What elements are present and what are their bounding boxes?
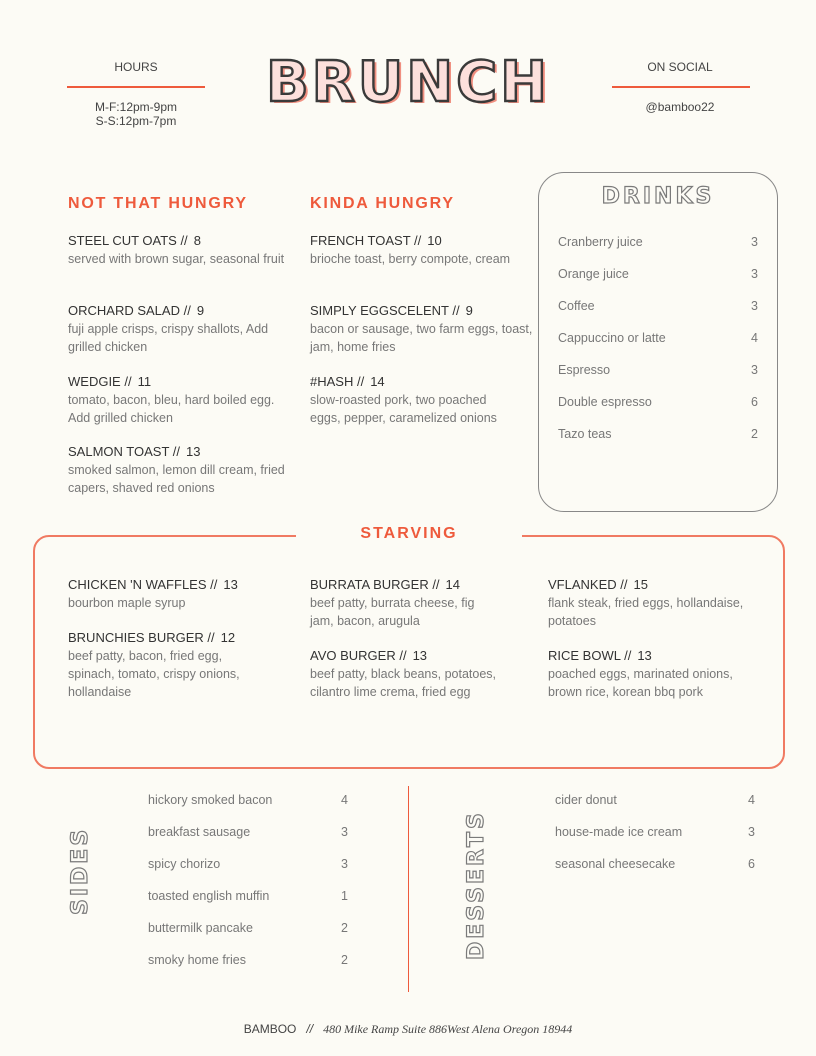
- sides-list: [148, 792, 348, 984]
- item-name: #HASH //: [310, 374, 365, 389]
- list-item: [555, 792, 755, 824]
- item-price: 13: [637, 648, 652, 663]
- item-price: 3: [751, 267, 758, 281]
- item-description: bacon or sausage, two farm eggs, toast, jam, home fries: [310, 322, 533, 354]
- item-price: 14: [370, 374, 385, 389]
- item-price: 2: [751, 427, 758, 441]
- hours-weekend: S-S:12pm-7pm: [95, 114, 177, 128]
- item-price: 3: [341, 857, 348, 871]
- list-item: [148, 824, 348, 856]
- list-item: [555, 824, 755, 856]
- item-price: 10: [427, 233, 442, 248]
- item-description: bourbon maple syrup: [68, 596, 186, 610]
- list-item: [558, 298, 758, 330]
- item-name: FRENCH TOAST //: [310, 233, 422, 248]
- menu-item: [68, 630, 268, 701]
- section-divider: [408, 786, 409, 992]
- section-title-not-that-hungry: NOT THAT HUNGRY: [68, 195, 248, 212]
- item-price: 3: [751, 235, 758, 249]
- sides-title: SIDES: [68, 826, 93, 915]
- item-description: smoked salmon, lemon dill cream, fried capers, shaved red onions: [68, 463, 285, 495]
- item-name: Coffee: [558, 299, 595, 313]
- item-price: 13: [223, 577, 238, 592]
- item-name: Espresso: [558, 363, 611, 377]
- menu-item: [68, 374, 293, 427]
- list-item: [148, 792, 348, 824]
- drinks-list: [558, 234, 758, 458]
- item-name: STEEL CUT OATS //: [68, 233, 188, 248]
- menu-item: [548, 577, 748, 630]
- hours-divider: [67, 86, 205, 88]
- item-price: 1: [341, 889, 348, 903]
- item-price: 13: [185, 444, 201, 459]
- list-item: [148, 856, 348, 888]
- list-item: [558, 362, 758, 394]
- item-price: 14: [445, 577, 461, 592]
- social-divider: [612, 86, 750, 88]
- item-name: Tazo teas: [558, 427, 612, 441]
- item-name: SALMON TOAST //: [68, 444, 180, 459]
- item-name: breakfast sausage: [148, 825, 251, 839]
- item-name: BRUNCHIES BURGER //: [68, 630, 215, 645]
- footer-separator: //: [306, 1022, 314, 1036]
- item-name: VFLANKED //: [548, 577, 628, 592]
- menu-item: [310, 648, 500, 701]
- item-price: 4: [748, 793, 755, 807]
- item-name: BURRATA BURGER //: [310, 577, 440, 592]
- menu-item: [68, 303, 293, 356]
- item-name: Cappuccino or latte: [558, 331, 666, 345]
- item-price: 3: [751, 363, 758, 377]
- item-price: 6: [751, 395, 758, 409]
- list-item: [558, 426, 758, 458]
- desserts-title: DESSERTS: [464, 810, 489, 960]
- item-name: AVO BURGER //: [310, 648, 407, 663]
- list-item: [558, 266, 758, 298]
- menu-item: [68, 577, 293, 612]
- item-description: tomato, bacon, bleu, hard boiled egg. Add grilled chicken: [68, 393, 275, 425]
- item-price: 9: [196, 303, 205, 318]
- item-price: 3: [751, 299, 758, 313]
- item-price: 4: [341, 793, 348, 807]
- item-name: house-made ice cream: [555, 825, 683, 839]
- footer: [0, 1022, 816, 1037]
- list-item: [148, 920, 348, 952]
- item-description: served with brown sugar, seasonal fruit: [68, 252, 285, 266]
- item-description: flank steak, fried eggs, hollandaise, potatoes: [548, 596, 744, 628]
- item-description: slow-roasted pork, two poached eggs, pepper, caramelized onions: [310, 393, 497, 425]
- item-price: 9: [465, 303, 473, 318]
- item-name: ORCHARD SALAD //: [68, 303, 191, 318]
- hours-label: HOURS: [114, 60, 158, 74]
- item-price: 13: [412, 648, 428, 663]
- hours-weekday: M-F:12pm-9pm: [94, 100, 177, 114]
- menu-item: [310, 233, 535, 268]
- drinks-title: DRINKS: [601, 184, 715, 209]
- item-price: 8: [193, 233, 201, 248]
- item-description: brioche toast, berry compote, cream: [310, 252, 511, 266]
- item-price: 3: [748, 825, 755, 839]
- page-title: BRUNCH: [265, 50, 551, 115]
- menu-item: [68, 444, 293, 497]
- item-name: hickory smoked bacon: [148, 793, 273, 807]
- item-name: buttermilk pancake: [148, 921, 253, 935]
- item-name: smoky home fries: [148, 953, 246, 967]
- list-item: [558, 234, 758, 266]
- social-label: ON SOCIAL: [647, 60, 713, 74]
- item-description: fuji apple crisps, crispy shallots, Add grilled chicken: [68, 322, 269, 354]
- list-item: [555, 856, 755, 888]
- list-item: [148, 888, 348, 920]
- item-name: Double espresso: [558, 395, 652, 409]
- item-price: 11: [137, 374, 152, 389]
- item-name: SIMPLY EGGSCELENT //: [310, 303, 460, 318]
- item-name: spicy chorizo: [148, 857, 221, 871]
- item-name: RICE BOWL //: [548, 648, 632, 663]
- item-name: toasted english muffin: [148, 889, 270, 903]
- list-item: [558, 330, 758, 362]
- menu-item: [310, 303, 535, 356]
- section-title-starving: STARVING: [296, 525, 522, 543]
- item-description: beef patty, burrata cheese, fig jam, bacon, arugula: [310, 596, 475, 628]
- list-item: [558, 394, 758, 426]
- item-price: 2: [341, 953, 348, 967]
- item-price: 15: [633, 577, 648, 592]
- item-name: seasonal cheesecake: [555, 857, 676, 871]
- item-price: 6: [748, 857, 755, 871]
- item-name: cider donut: [555, 793, 617, 807]
- list-item: [148, 952, 348, 984]
- social-handle[interactable]: @bamboo22: [645, 100, 715, 114]
- menu-item: [548, 648, 748, 701]
- footer-address: 480 Mike Ramp Suite 886West Alena Oregon 18944: [323, 1022, 573, 1036]
- item-description: beef patty, bacon, fried egg, spinach, tomato, crispy onions, hollandaise: [68, 649, 240, 699]
- item-price: 4: [751, 331, 758, 345]
- item-name: Orange juice: [558, 267, 629, 281]
- item-name: Cranberry juice: [558, 235, 643, 249]
- item-description: beef patty, black beans, potatoes, cilantro lime crema, fried egg: [310, 667, 497, 699]
- item-name: WEDGIE //: [68, 374, 132, 389]
- footer-name: BAMBOO: [243, 1022, 297, 1036]
- item-price: 12: [220, 630, 236, 645]
- item-price: 3: [341, 825, 348, 839]
- menu-item: [68, 233, 293, 268]
- menu-item: [310, 374, 500, 427]
- item-name: CHICKEN 'N WAFFLES //: [68, 577, 218, 592]
- desserts-list: [555, 792, 755, 888]
- menu-item: [310, 577, 500, 630]
- section-title-kinda-hungry: KINDA HUNGRY: [310, 195, 455, 212]
- item-price: 2: [341, 921, 348, 935]
- item-description: poached eggs, marinated onions, brown rice, korean bbq pork: [548, 667, 733, 699]
